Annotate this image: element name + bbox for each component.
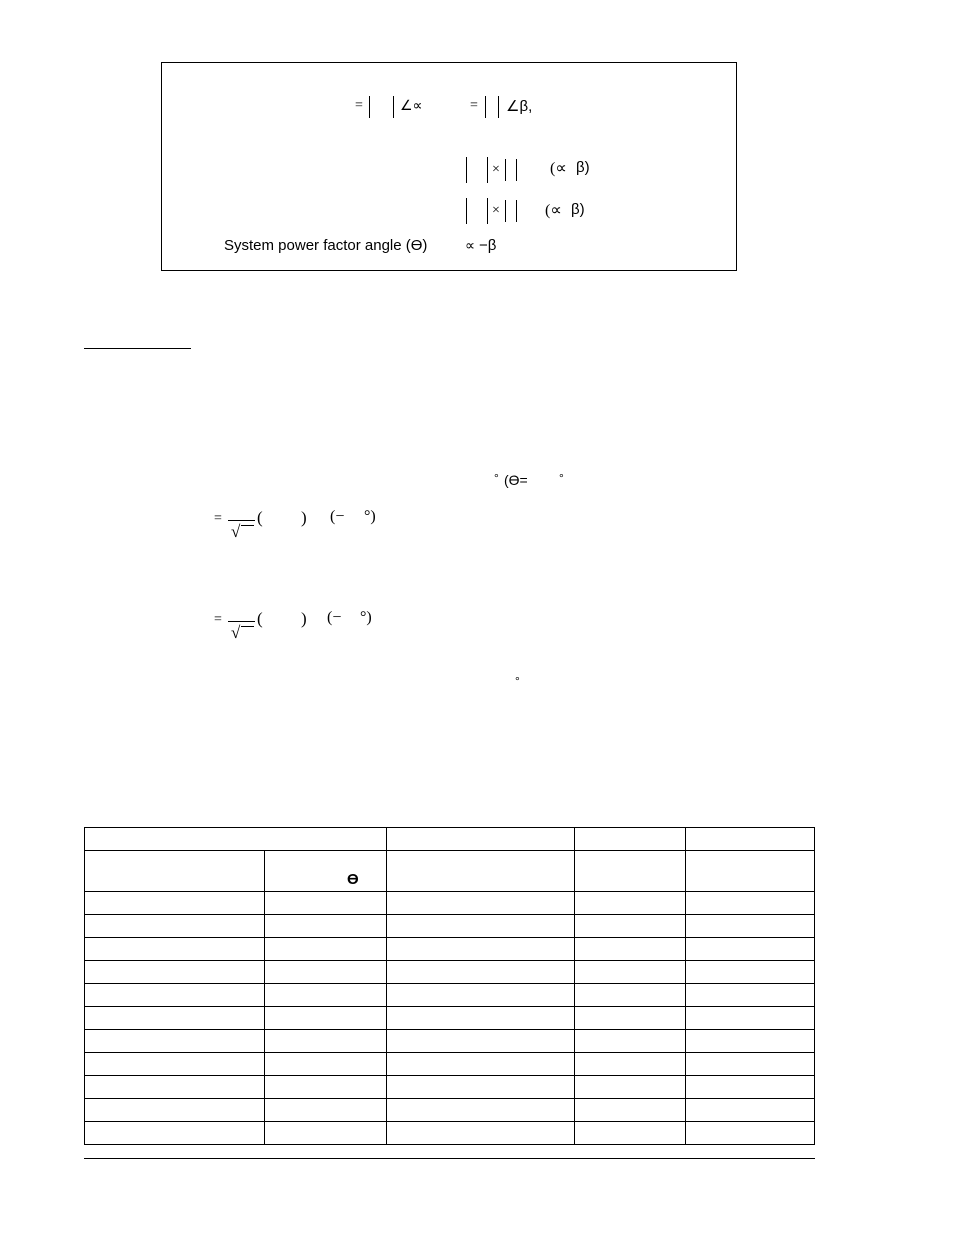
table-row bbox=[85, 938, 815, 961]
table-cell bbox=[686, 1099, 815, 1122]
table-cell bbox=[686, 961, 815, 984]
eqA-degree: °) bbox=[364, 508, 376, 525]
table-cell bbox=[575, 1030, 686, 1053]
pf-alpha: ∝ bbox=[465, 239, 476, 254]
fraction-bar bbox=[228, 621, 255, 622]
sqrt-overline bbox=[241, 626, 254, 627]
table-cell bbox=[575, 938, 686, 961]
abs-bar bbox=[485, 96, 486, 118]
abs-bar bbox=[516, 200, 517, 222]
table-cell bbox=[575, 892, 686, 915]
table-cell bbox=[85, 915, 265, 938]
data-table bbox=[84, 827, 815, 1145]
footer-rule bbox=[84, 1158, 815, 1159]
sqrt-overline bbox=[241, 525, 254, 526]
table-cell bbox=[265, 1099, 387, 1122]
abs-bar bbox=[369, 96, 370, 118]
table-header-cell bbox=[686, 828, 815, 851]
table-cell bbox=[387, 1076, 575, 1099]
table-cell bbox=[686, 915, 815, 938]
eq1-equals-a: = bbox=[355, 98, 363, 113]
table-cell bbox=[686, 1053, 815, 1076]
table-cell bbox=[686, 892, 815, 915]
table-cell bbox=[575, 984, 686, 1007]
line2-alpha: (∝ bbox=[550, 160, 567, 177]
table-cell bbox=[85, 984, 265, 1007]
table-cell bbox=[387, 1030, 575, 1053]
table-cell bbox=[85, 1030, 265, 1053]
abs-bar bbox=[466, 157, 467, 183]
abs-bar bbox=[487, 198, 488, 224]
table-cell bbox=[265, 915, 387, 938]
table-row bbox=[85, 1122, 815, 1145]
table-cell bbox=[686, 1007, 815, 1030]
table-cell bbox=[575, 915, 686, 938]
table-cell bbox=[85, 1053, 265, 1076]
abs-bar bbox=[516, 159, 517, 181]
table-cell bbox=[85, 1099, 265, 1122]
abs-bar bbox=[505, 200, 506, 222]
eqA-open-paren: ( bbox=[257, 508, 263, 527]
table-cell bbox=[686, 1076, 815, 1099]
eqB-degree: °) bbox=[360, 609, 372, 626]
abs-bar bbox=[487, 157, 488, 183]
table-header-cell bbox=[575, 828, 686, 851]
times-sign: × bbox=[492, 203, 500, 218]
table-cell bbox=[85, 1076, 265, 1099]
table-cell bbox=[686, 1122, 815, 1145]
table-header-cell bbox=[387, 828, 575, 851]
degree-sign: ° bbox=[515, 674, 520, 688]
table-cell bbox=[575, 1053, 686, 1076]
theta-equals: (ϴ= bbox=[504, 472, 528, 488]
table-cell bbox=[265, 892, 387, 915]
table-cell bbox=[686, 1030, 815, 1053]
table-row bbox=[85, 892, 815, 915]
table-cell bbox=[575, 1122, 686, 1145]
table-cell bbox=[387, 1053, 575, 1076]
table-header-cell bbox=[85, 851, 265, 892]
table-cell bbox=[387, 892, 575, 915]
table-cell bbox=[265, 1122, 387, 1145]
eqA-equals: = bbox=[214, 511, 222, 526]
table-cell bbox=[265, 1030, 387, 1053]
table-cell bbox=[387, 1007, 575, 1030]
sqrt-sign: √ bbox=[231, 522, 241, 541]
table-header-cell bbox=[85, 828, 387, 851]
table-cell bbox=[85, 961, 265, 984]
power-factor-angle-label: System power factor angle (ϴ) bbox=[224, 237, 428, 254]
table-row bbox=[85, 984, 815, 1007]
eqB-open-paren: ( bbox=[257, 609, 263, 628]
eq1-angle-alpha: ∠∝ bbox=[400, 99, 423, 114]
degree-sign: ° bbox=[494, 471, 499, 485]
abs-bar bbox=[505, 159, 506, 181]
abs-bar bbox=[498, 96, 499, 118]
table-cell bbox=[575, 1076, 686, 1099]
table-cell bbox=[85, 892, 265, 915]
eq1-equals-b: = bbox=[470, 98, 478, 113]
table-cell bbox=[387, 984, 575, 1007]
table-cell bbox=[387, 1122, 575, 1145]
abs-bar bbox=[466, 198, 467, 224]
table-cell bbox=[265, 1053, 387, 1076]
eqB-close-paren: ) bbox=[301, 609, 307, 628]
table-cell bbox=[387, 1099, 575, 1122]
section-heading-underline bbox=[84, 348, 191, 349]
line2-beta: β) bbox=[576, 159, 590, 176]
table-cell bbox=[575, 1007, 686, 1030]
table-cell bbox=[387, 938, 575, 961]
table-row bbox=[85, 1099, 815, 1122]
table-row bbox=[85, 1007, 815, 1030]
degree-sign: ° bbox=[559, 471, 564, 485]
eqA-close-paren: ) bbox=[301, 508, 307, 527]
line3-beta: β) bbox=[571, 201, 585, 218]
table-row bbox=[85, 1053, 815, 1076]
eqB-negative: (− bbox=[327, 609, 342, 626]
table-body bbox=[85, 892, 815, 1145]
abs-bar bbox=[393, 96, 394, 118]
table-cell bbox=[85, 1122, 265, 1145]
eq1-angle-beta: ∠β, bbox=[506, 98, 533, 115]
table-subheader-row bbox=[85, 851, 815, 892]
table-cell bbox=[85, 1007, 265, 1030]
table-cell bbox=[265, 1007, 387, 1030]
table-cell bbox=[686, 984, 815, 1007]
table-cell bbox=[265, 1076, 387, 1099]
table-cell bbox=[85, 938, 265, 961]
table-row bbox=[85, 1076, 815, 1099]
table-header-row bbox=[85, 828, 815, 851]
eqA-negative: (− bbox=[330, 508, 345, 525]
times-sign: × bbox=[492, 162, 500, 177]
line3-alpha: (∝ bbox=[545, 202, 562, 219]
theta-header: ϴ bbox=[347, 871, 359, 888]
table-cell bbox=[686, 938, 815, 961]
eqB-equals: = bbox=[214, 612, 222, 627]
table-cell bbox=[265, 938, 387, 961]
table-cell bbox=[387, 915, 575, 938]
table-header-cell bbox=[265, 851, 387, 892]
table-row bbox=[85, 961, 815, 984]
fraction-bar bbox=[228, 520, 255, 521]
table-header-cell bbox=[387, 851, 575, 892]
table-cell bbox=[575, 961, 686, 984]
table-cell bbox=[265, 961, 387, 984]
sqrt-sign: √ bbox=[231, 623, 241, 642]
table-cell bbox=[265, 984, 387, 1007]
table-row bbox=[85, 915, 815, 938]
table-row bbox=[85, 1030, 815, 1053]
table-header-cell bbox=[575, 851, 686, 892]
table-header-cell bbox=[686, 851, 815, 892]
pf-minus-beta: −β bbox=[479, 237, 497, 254]
table-cell bbox=[575, 1099, 686, 1122]
table-cell bbox=[387, 961, 575, 984]
